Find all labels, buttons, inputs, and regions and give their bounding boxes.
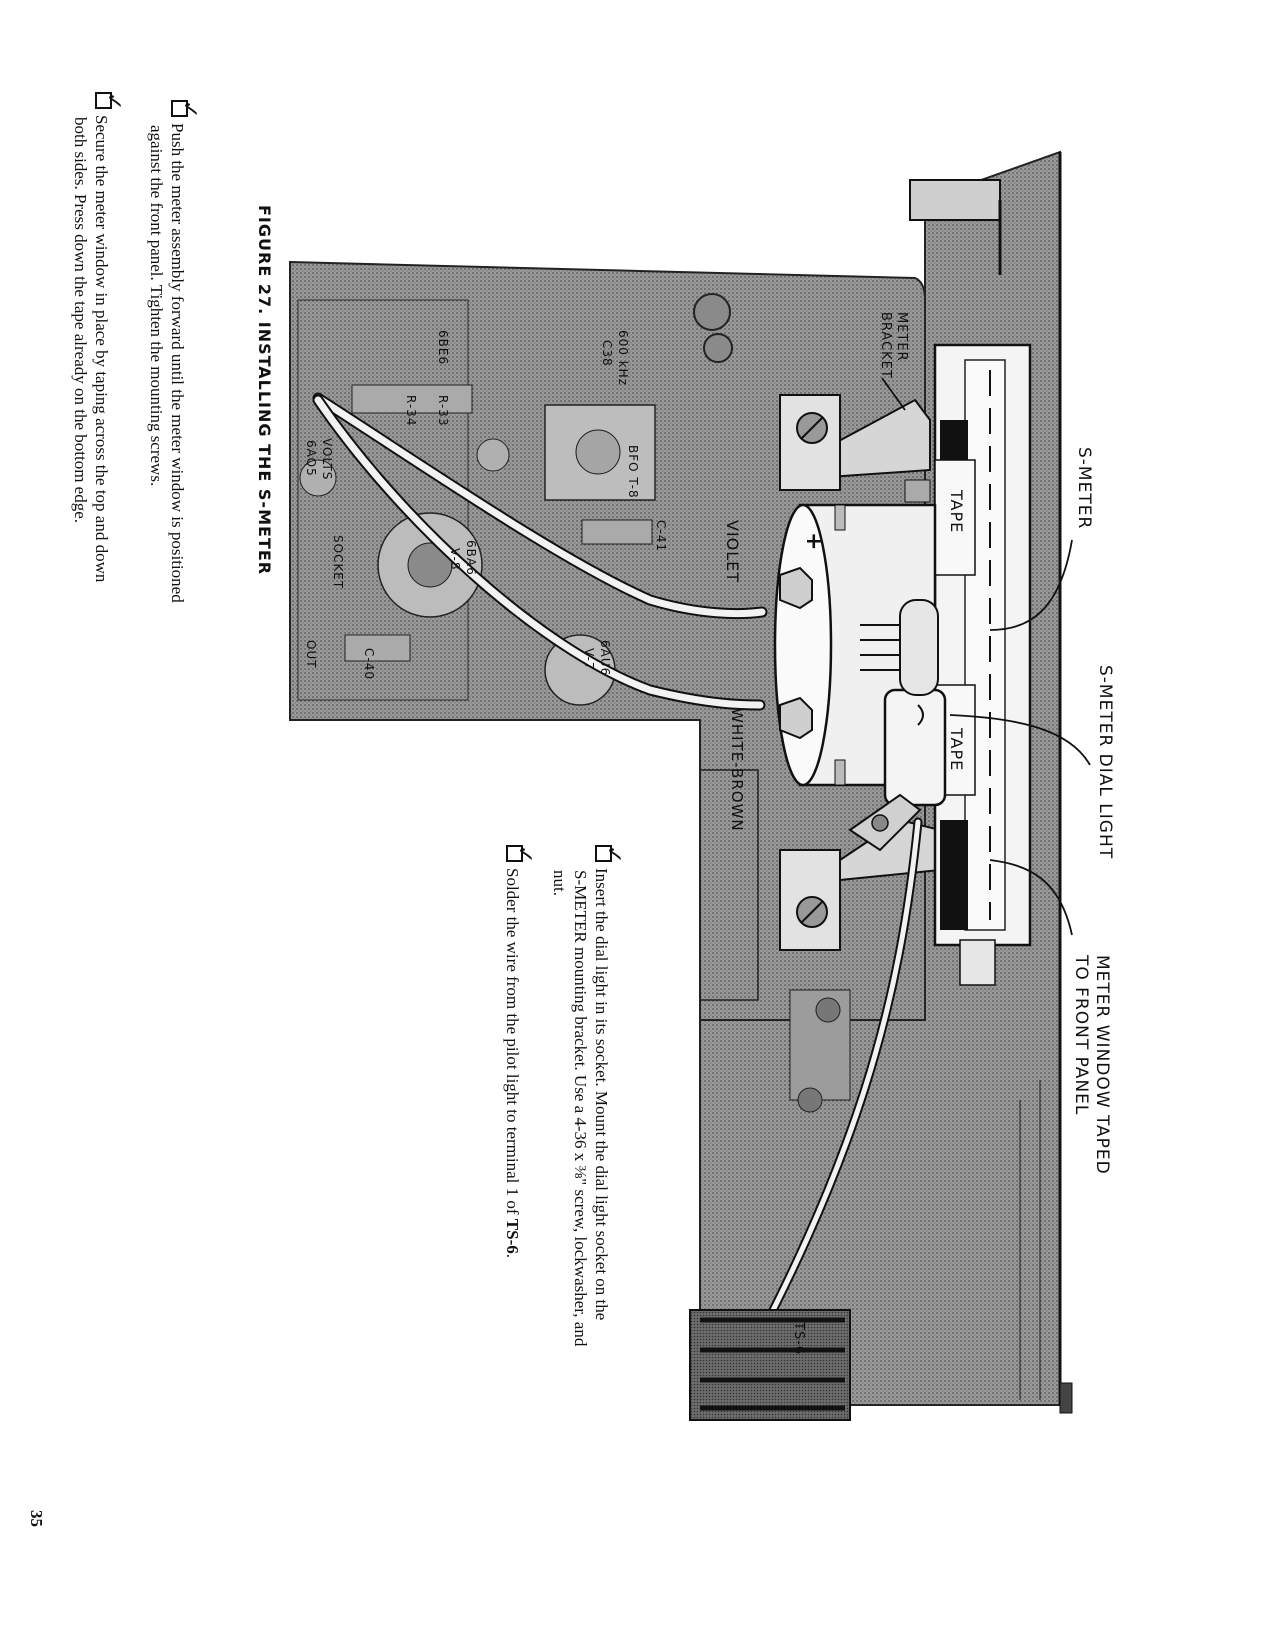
label-white-brown-wire: WHITE-BROWN	[728, 708, 746, 832]
board-marking: SOCKET	[331, 535, 345, 590]
board-marking: OUT	[304, 640, 318, 669]
step-4-ref: TS-6	[503, 1218, 522, 1254]
board-marking: 6AQ5	[304, 440, 318, 477]
board-marking: 6BA6	[464, 540, 478, 576]
terminal-strip-ts6	[690, 1310, 850, 1420]
board-marking: R-34	[404, 395, 418, 427]
label-violet-wire: VIOLET	[723, 520, 742, 584]
meter-window	[935, 345, 1030, 985]
label-tape-bottom: TAPE	[947, 728, 966, 772]
checkmark-icon: ✓	[101, 92, 126, 111]
step-3-checkbox[interactable]	[595, 845, 626, 864]
board-marking: VOLTS	[320, 438, 334, 481]
board-marking: C-40	[362, 648, 376, 680]
label-ts6: TS-6	[791, 1322, 806, 1356]
step-2	[91, 92, 126, 583]
step-2-line1: Secure the meter window in place by taping across the top and down	[92, 115, 111, 583]
step-2-checkbox[interactable]	[95, 92, 126, 111]
step-1-line1: Push the meter assembly forward until the meter window is positioned	[168, 123, 187, 603]
label-meter-bracket-line1: METER	[894, 312, 909, 362]
label-meter-window-line1: METER WINDOW TAPED	[1092, 955, 1112, 1175]
step-1-checkbox[interactable]	[171, 100, 202, 119]
board-marking: C-41	[654, 520, 668, 552]
step-4-end: .	[503, 1253, 522, 1259]
board-marking: V-7	[582, 648, 596, 671]
label-s-meter-dial-light: S-METER DIAL LIGHT	[1095, 665, 1115, 860]
step-3-line3: nut.	[550, 870, 569, 896]
checkmark-icon: ✓	[177, 100, 202, 119]
step-3	[591, 845, 626, 1321]
board-marking: BFO T-8	[626, 445, 640, 499]
label-s-meter: S-METER	[1074, 447, 1094, 530]
step-1-continued	[146, 125, 167, 486]
board-marking: 6AU6	[598, 640, 612, 677]
step-3-continued	[570, 870, 591, 1346]
checkmark-icon: ✓	[601, 845, 626, 864]
step-2-line2: both sides. Press down the tape already on the bottom edge.	[71, 117, 90, 524]
step-3-continued-2	[549, 870, 570, 896]
step-4	[502, 845, 537, 1259]
label-plus-terminal: +	[801, 532, 826, 552]
page-number: 35	[27, 1510, 46, 1527]
step-3-line2: S-METER mounting bracket. Use a 4-36 x ⅜" screw, lockwasher, and	[571, 870, 590, 1347]
step-1	[167, 100, 202, 603]
figure-caption: FIGURE 27. INSTALLING THE S-METER	[255, 205, 274, 576]
board-marking: 6BE6	[436, 330, 450, 366]
label-meter-window-line2: TO FRONT PANEL	[1071, 955, 1091, 1116]
step-3-line1: Insert the dial light in its socket. Mount the dial light socket on the	[592, 868, 611, 1321]
step-2-continued	[70, 117, 91, 523]
label-meter-bracket-line2: BRACKET	[878, 312, 893, 379]
label-tape-top: TAPE	[947, 490, 966, 534]
checkmark-icon: ✓	[512, 845, 537, 864]
board-marking: 600 kHz	[616, 330, 630, 386]
board-marking: V-8	[448, 548, 462, 571]
step-4-checkbox[interactable]	[506, 845, 537, 864]
board-marking: R-33	[436, 395, 450, 427]
step-1-line2: against the front panel. Tighten the mounting screws.	[147, 125, 166, 487]
step-4-text: Solder the wire from the pilot light to terminal 1 of	[503, 868, 522, 1219]
board-marking: C38	[600, 340, 614, 367]
